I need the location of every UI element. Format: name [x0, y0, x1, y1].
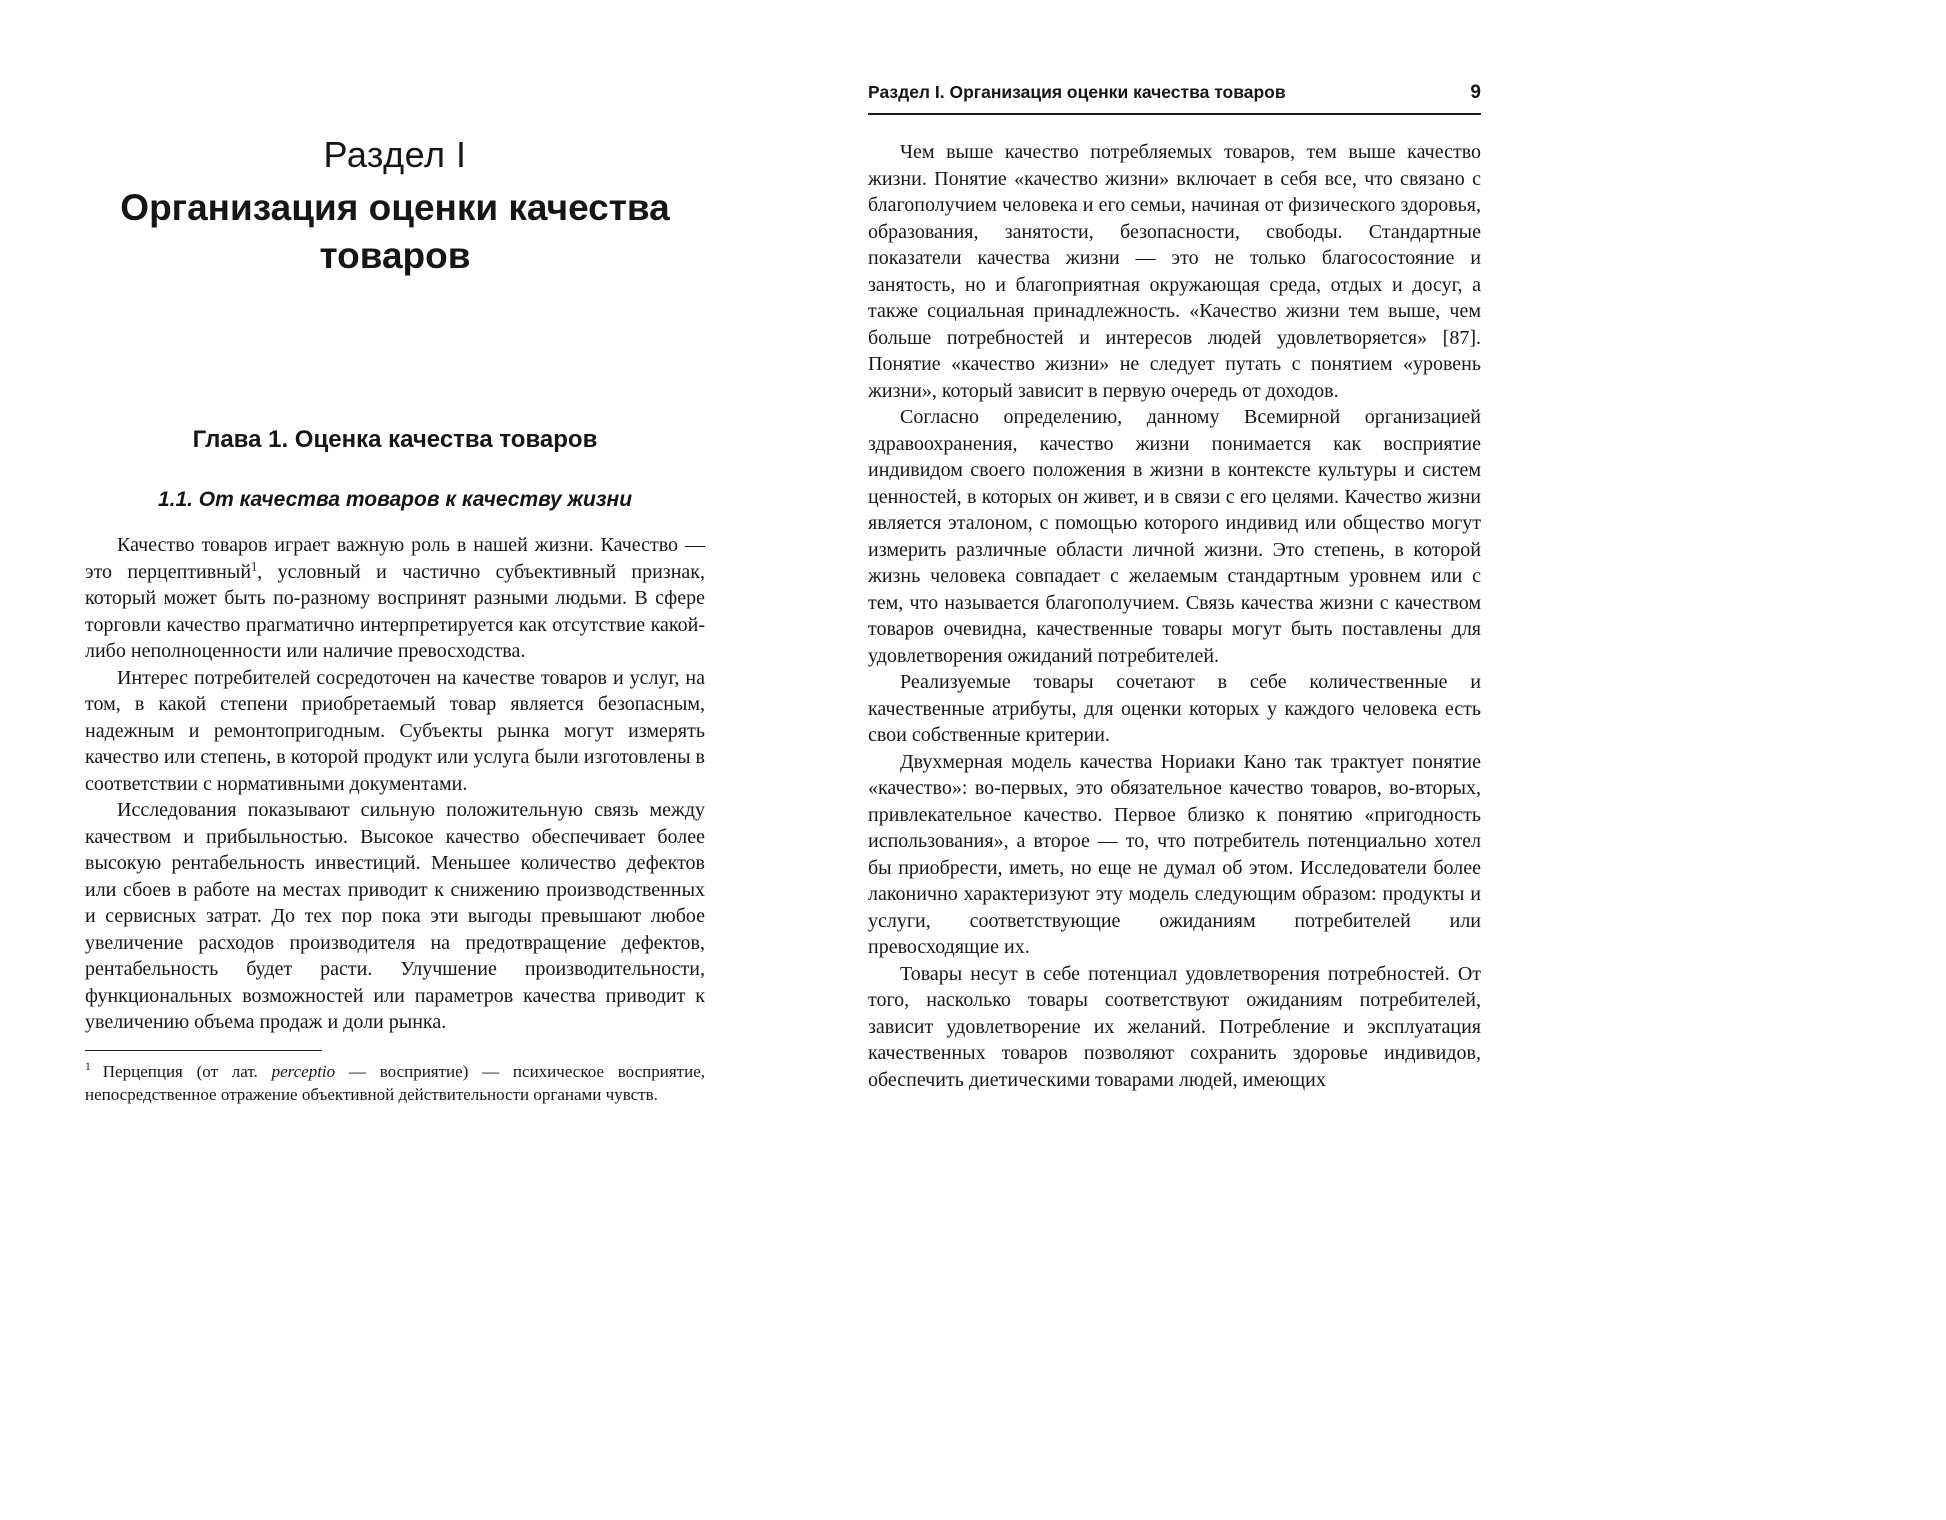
paragraph-text: , условный и частично субъективный признак, который может быть по-разному воспринят разными людьми. В сфере торговли качество прагматично интерпретируется как отсутствие какой-либо неполноценности или наличие превосходства.: [85, 560, 705, 662]
chapter-heading: Глава 1. Оценка качества товаров: [192, 426, 598, 453]
section-label: Раздел I: [323, 134, 467, 175]
body-paragraph: Товары несут в себе потенциал удовлетворения потребностей. От того, насколько товары соответствуют ожиданиям потребителей, зависит удовлетворение их желаний. Потребление и эксплуатация качественных товаров позволяют сохранить здоровье индивидов, обеспечить диетическими товарами людей, имеющих: [868, 962, 1481, 1091]
body-paragraph: Двухмерная модель качества Нориаки Кано так трактует понятие «качество»: во-первых, это обязательное качество товаров, во-вторых, привлекательное качество. Первое близко к понятию «пригодность использования», а второе — то, что потребитель потенциально хотел бы приобрести, иметь, но еще не думал об этом. Исследователи более лаконично характеризуют эту модель следующим образом: продукты и услуги, соответствующие ожиданиям потребителей или превосходящие их.: [868, 750, 1481, 958]
footnote-text: Перцепция (от лат.: [102, 1061, 272, 1081]
footnote-latin-term: perceptio: [271, 1061, 336, 1081]
body-paragraph: Согласно определению, данному Всемирной организацией здравоохранения, качество жизни понимается как восприятие индивидом своего положения в жизни в контексте культуры и систем ценностей, в которых он живет, и в связи с его целями. Качество жизни является эталоном, с помощью которого индивид или общество могут измерить различные области личной жизни. Это степень, в которой жизнь человека совпадает с желаемым стандартным уровнем или с тем, что называется благополучием. Связь качества жизни с качеством товаров очевидна, качественные товары могут быть поставлены для удовлетворения ожиданий потребителей.: [868, 406, 1481, 667]
right-page: [868, 0, 1481, 1093]
left-page: [85, 0, 705, 1107]
running-header-title: Раздел I. Организация оценки качества товаров: [868, 82, 1286, 102]
body-paragraph: Реализуемые товары сочетают в себе количественные и качественные атрибуты, для оценки которых у каждого человека есть свои собственные критерии.: [868, 671, 1481, 746]
body-paragraph: Интерес потребителей сосредоточен на качестве товаров и услуг, на том, в какой степени приобретаемый товар является безопасным, надежным и ремонтопригодным. Субъекты рынка могут измерять качество или степень, в которой продукт или услуга были изготовлены в соответствии с нормативными документами.: [85, 666, 705, 795]
running-header: [868, 82, 1481, 115]
footnote-text: — восприятие) — психическое восприятие, непосредственное отражение объективной действительности органами чувств.: [85, 1061, 705, 1104]
footnote-reference: 1: [251, 558, 258, 573]
section-title: Организация оценки качества товаров: [120, 187, 670, 276]
page-number: 9: [1470, 82, 1481, 103]
paragraph-text: Качество товаров играет важную роль в нашей жизни. Качество — это перцептивный: [85, 534, 705, 583]
body-paragraph: Чем выше качество потребляемых товаров, тем выше качество жизни. Понятие «качество жизни» включает в себя все, что связано с благополучием человека и его семьи, начиная от физического здоровья, образования, занятости, безопасности, свободы. Стандартные показатели качества жизни — это не только благосостояние и занятость, но и благоприятная окружающая среда, отдых и досуг, а также социальная принадлежность. «Качество жизни тем выше, чем больше потребностей и интересов людей удовлетворяется» [87]. Понятие «качество жизни» не следует путать с понятием «уровень жизни», который зависит в первую очередь от доходов.: [868, 141, 1481, 402]
body-paragraph: Исследования показывают сильную положительную связь между качеством и прибыльностью. Высокое качество обеспечивает более высокую рентабельность инвестиций. Меньшее количество дефектов или сбоев в работе на местах приводит к снижению производственных и сервисных затрат. До тех пор пока эти выгоды превышают любое увеличение расходов производителя на предотвращение дефектов, рентабельность будет расти. Улучшение производительности, функциональных возможностей или параметров качества приводит к увеличению объема продаж и доли рынка.: [85, 799, 705, 1033]
footnote: [85, 1060, 705, 1107]
left-page-body: [85, 532, 705, 1036]
body-paragraph: [85, 532, 705, 665]
subsection-heading: 1.1. От качества товаров к качеству жизни: [157, 488, 633, 511]
footnote-separator: [85, 1050, 322, 1051]
footnote-marker: 1: [85, 1059, 91, 1073]
right-page-body: [868, 139, 1481, 1093]
